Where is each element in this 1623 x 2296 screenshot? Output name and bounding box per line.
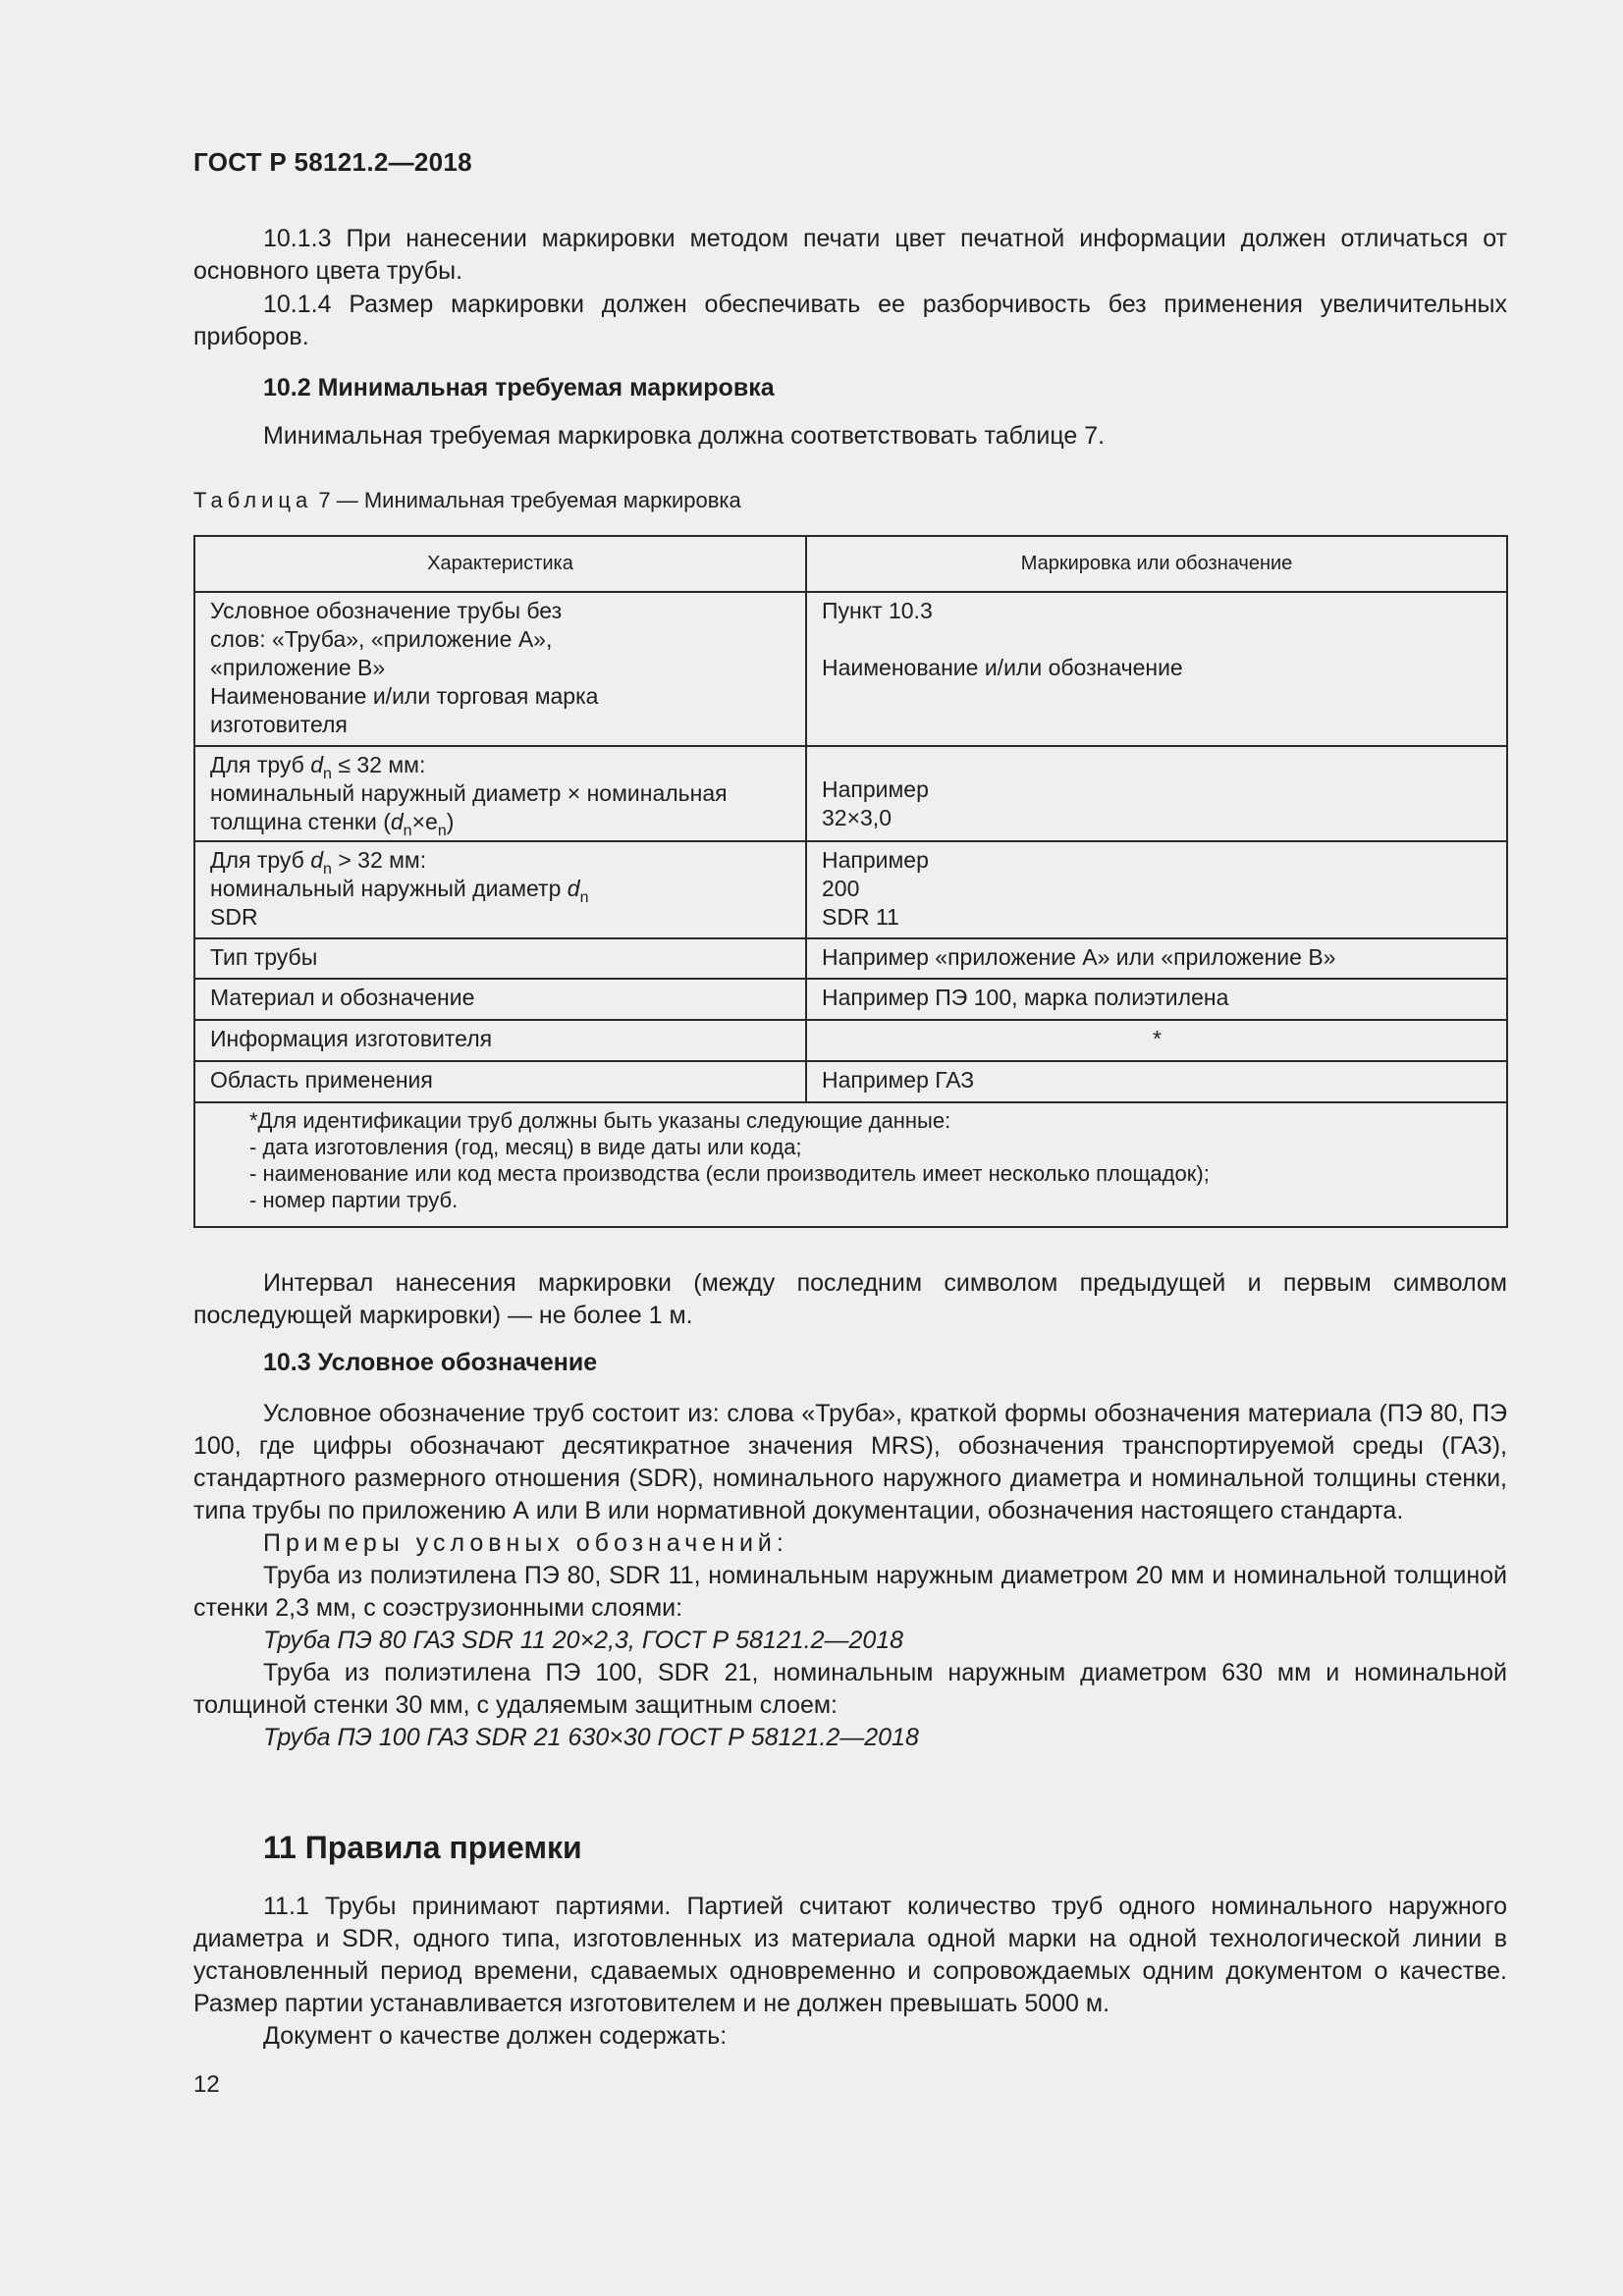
subscript-n: n bbox=[323, 766, 332, 782]
footnote-line: *Для идентификации труб должны быть указаны следующие данные: bbox=[249, 1108, 951, 1133]
footnote-line: - дата изготовления (год, месяц) в виде даты или кода; bbox=[249, 1135, 802, 1159]
col-header-characteristic: Характеристика bbox=[194, 536, 806, 592]
symbol-d: d bbox=[390, 809, 404, 834]
cell-line: Например bbox=[822, 847, 929, 873]
table-cell: Материал и обозначение bbox=[194, 979, 806, 1020]
cell-line: «приложение В» bbox=[210, 655, 386, 680]
footnote-line: - номер партии труб. bbox=[249, 1188, 459, 1212]
cell-line bbox=[210, 808, 791, 839]
text-run: номинальный наружный диаметр bbox=[210, 876, 568, 901]
table-row bbox=[194, 1020, 1507, 1061]
cell-line: 32×3,0 bbox=[822, 805, 892, 830]
page-number: 12 bbox=[193, 2071, 220, 2098]
page-header: ГОСТ Р 58121.2—2018 bbox=[193, 147, 472, 177]
table-row bbox=[194, 938, 1507, 979]
subscript-n: n bbox=[437, 823, 447, 839]
table-row bbox=[194, 979, 1507, 1020]
example-2-designation: Труба ПЭ 100 ГАЗ SDR 21 630×30 ГОСТ Р 58121.2—2018 bbox=[263, 1724, 919, 1751]
table-footnote bbox=[194, 1102, 1507, 1227]
table-caption-title: 7 — Минимальная требуемая маркировка bbox=[318, 488, 741, 512]
table-cell: * bbox=[806, 1020, 1507, 1061]
cell-line: Пункт 10.3 bbox=[822, 598, 933, 623]
cell-line bbox=[210, 846, 791, 878]
cell-line: SDR 11 bbox=[822, 904, 899, 930]
text-run: > 32 мм: bbox=[331, 847, 427, 873]
paragraph-10-2-text: Минимальная требуемая маркировка должна соответствовать таблице 7. bbox=[263, 422, 1106, 450]
footnote-line: - наименование или код места производства (если производитель имеет несколько площадок); bbox=[249, 1161, 1210, 1186]
table-header-row bbox=[194, 536, 1507, 592]
text-run: ≤ 32 мм: bbox=[331, 752, 426, 777]
cell-line bbox=[210, 751, 791, 782]
table-cell bbox=[194, 592, 806, 746]
table-caption bbox=[193, 488, 741, 513]
section-heading-11: 11 Правила приемки bbox=[263, 1830, 582, 1865]
subscript-n: n bbox=[403, 823, 412, 839]
example-1-designation: Труба ПЭ 80 ГАЗ SDR 11 20×2,3, ГОСТ Р 58121.2—2018 bbox=[263, 1627, 904, 1654]
table-cell bbox=[194, 746, 806, 841]
paragraph-quality-document: Документ о качестве должен содержать: bbox=[263, 2022, 728, 2050]
example-1-description: Труба из полиэтилена ПЭ 80, SDR 11, номинальным наружным диаметром 20 мм и номинальной толщиной стенки 2,3 мм, с соэструзионными слоями: bbox=[193, 1562, 1507, 1622]
table-row bbox=[194, 746, 1507, 841]
paragraph-10-1-4: 10.1.4 Размер маркировки должен обеспечивать ее разборчивость без применения увеличительных приборов. bbox=[193, 291, 1507, 350]
col-header-marking: Маркировка или обозначение bbox=[806, 536, 1507, 592]
table-row bbox=[194, 1061, 1507, 1102]
table-cell: Например ГАЗ bbox=[806, 1061, 1507, 1102]
table-cell: Информация изготовителя bbox=[194, 1020, 806, 1061]
table-cell bbox=[806, 746, 1507, 841]
text-run: ) bbox=[446, 809, 455, 834]
cell-line: Например bbox=[822, 776, 929, 802]
clause-10-1-3-4 bbox=[193, 223, 1507, 353]
table-cell: Тип трубы bbox=[194, 938, 806, 979]
subscript-n: n bbox=[579, 889, 589, 906]
table-cell bbox=[806, 592, 1507, 746]
cell-line: Наименование и/или торговая марка bbox=[210, 683, 599, 709]
cell-line: Наименование и/или обозначение bbox=[822, 655, 1183, 680]
paragraph-interval bbox=[193, 1267, 1507, 1332]
cell-line: Условное обозначение трубы без bbox=[210, 598, 563, 623]
text-run: ×e bbox=[411, 809, 438, 834]
cell-line: слов: «Труба», «приложение А», bbox=[210, 626, 553, 652]
table-cell: Например ПЭ 100, марка полиэтилена bbox=[806, 979, 1507, 1020]
subscript-n: n bbox=[323, 861, 332, 878]
cell-line: SDR bbox=[210, 904, 258, 930]
paragraph-interval-text: Интервал нанесения маркировки (между последним символом предыдущей и первым символом последующей маркировки) — не более 1 м. bbox=[193, 1269, 1507, 1329]
table-caption-word: Таблица bbox=[193, 488, 313, 512]
cell-line: изготовителя bbox=[210, 712, 348, 737]
table-cell: Область применения bbox=[194, 1061, 806, 1102]
table-footnote-row bbox=[194, 1102, 1507, 1227]
table-7 bbox=[193, 535, 1508, 1228]
paragraph-11-1: 11.1 Трубы принимают партиями. Партией считают количество труб одного номинального наружного диаметра и SDR, одного типа, изготовленных из материала одной марки на одной технологической линии в установленный период времени, сдаваемых одновременно и сопровождаемых одним документом о качестве. Размер партии устанавливается изготовителем и не должен превышать 5000 м. bbox=[193, 1893, 1507, 2017]
clause-10-3 bbox=[193, 1398, 1507, 1754]
paragraph-10-1-3: 10.1.3 При нанесении маркировки методом печати цвет печатной информации должен отличаться от основного цвета трубы. bbox=[193, 225, 1507, 285]
cell-line: 200 bbox=[822, 876, 860, 901]
clause-11-1 bbox=[193, 1891, 1507, 2053]
cell-line bbox=[210, 875, 791, 906]
table-row bbox=[194, 841, 1507, 938]
table-row bbox=[194, 592, 1507, 746]
table-cell bbox=[194, 841, 806, 938]
text-run: Для труб bbox=[210, 847, 311, 873]
table-cell bbox=[806, 841, 1507, 938]
symbol-d: d bbox=[567, 876, 580, 901]
section-heading-10-3: 10.3 Условное обозначение bbox=[263, 1349, 598, 1376]
symbol-d: d bbox=[310, 847, 324, 873]
example-2-description: Труба из полиэтилена ПЭ 100, SDR 21, номинальным наружным диаметром 630 мм и номинальной толщиной стенки 30 мм, с удаляемым защитным слоем: bbox=[193, 1659, 1507, 1719]
paragraph-10-2 bbox=[193, 420, 1507, 453]
symbol-d: d bbox=[310, 752, 324, 777]
text-run: толщина стенки ( bbox=[210, 809, 391, 834]
section-heading-10-2: 10.2 Минимальная требуемая маркировка bbox=[263, 374, 775, 401]
cell-line: номинальный наружный диаметр × номинальная bbox=[210, 780, 728, 806]
text-run: Для труб bbox=[210, 752, 311, 777]
paragraph-10-3: Условное обозначение труб состоит из: слова «Труба», краткой формы обозначения материала (ПЭ 80, ПЭ 100, где цифры обозначают десятикратное значения MRS), обозначения транспортируемой среды (ГАЗ), стандартного размерного отношения (SDR), номинального наружного диаметра и номинальной толщины стенки, типа трубы по приложению А или В или нормативной документации, обозначения настоящего стандарта. bbox=[193, 1400, 1507, 1524]
table-cell: Например «приложение А» или «приложение В» bbox=[806, 938, 1507, 979]
examples-title: Примеры условных обозначений: bbox=[263, 1529, 788, 1557]
